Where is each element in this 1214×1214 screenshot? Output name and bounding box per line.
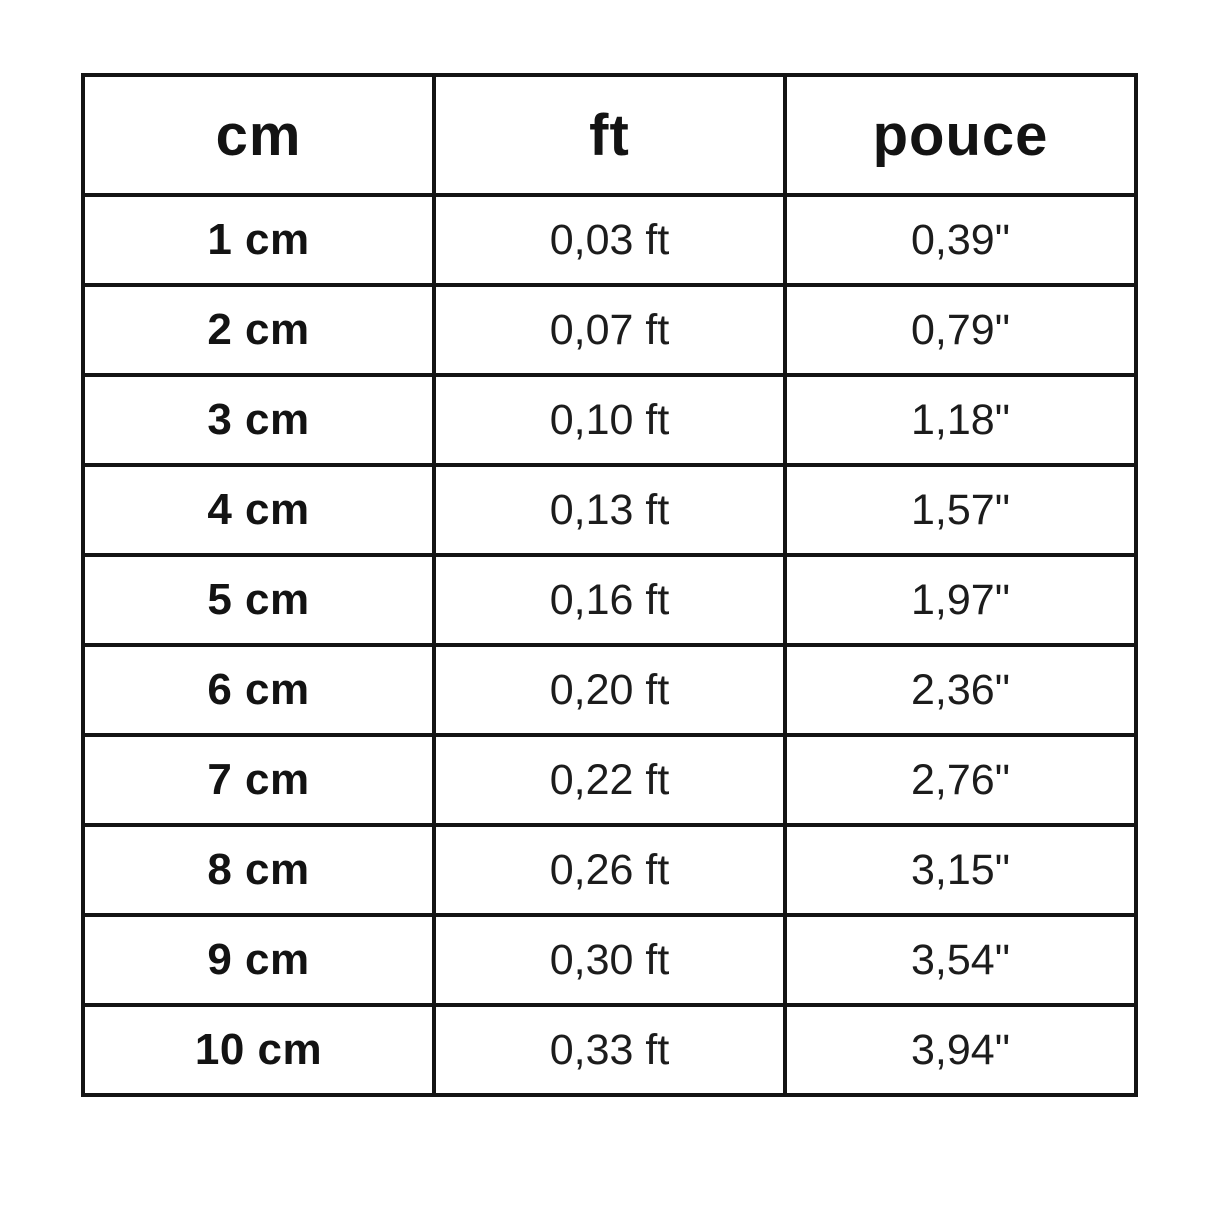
conversion-table xyxy=(81,73,1138,1097)
table-body xyxy=(83,195,1136,1095)
cell-cm: 8 cm xyxy=(83,825,434,915)
table-row xyxy=(83,735,1136,825)
table-row xyxy=(83,465,1136,555)
table-row xyxy=(83,555,1136,645)
conversion-table-container xyxy=(81,73,1138,1097)
cell-ft: 0,20 ft xyxy=(434,645,785,735)
cell-pouce: 1,18" xyxy=(785,375,1136,465)
cell-cm: 2 cm xyxy=(83,285,434,375)
table-row xyxy=(83,195,1136,285)
cell-cm: 1 cm xyxy=(83,195,434,285)
cell-ft: 0,33 ft xyxy=(434,1005,785,1095)
cell-ft: 0,10 ft xyxy=(434,375,785,465)
cell-pouce: 3,15" xyxy=(785,825,1136,915)
cell-ft: 0,03 ft xyxy=(434,195,785,285)
cell-cm: 4 cm xyxy=(83,465,434,555)
cell-pouce: 0,39" xyxy=(785,195,1136,285)
table-row xyxy=(83,645,1136,735)
cell-pouce: 3,94" xyxy=(785,1005,1136,1095)
cell-cm: 6 cm xyxy=(83,645,434,735)
cell-pouce: 0,79" xyxy=(785,285,1136,375)
table-row xyxy=(83,285,1136,375)
cell-pouce: 2,76" xyxy=(785,735,1136,825)
cell-cm: 7 cm xyxy=(83,735,434,825)
column-header-ft: ft xyxy=(434,75,785,195)
table-row xyxy=(83,915,1136,1005)
table-row xyxy=(83,1005,1136,1095)
cell-pouce: 1,97" xyxy=(785,555,1136,645)
cell-pouce: 3,54" xyxy=(785,915,1136,1005)
cell-pouce: 1,57" xyxy=(785,465,1136,555)
cell-cm: 10 cm xyxy=(83,1005,434,1095)
cell-cm: 9 cm xyxy=(83,915,434,1005)
table-row xyxy=(83,375,1136,465)
cell-cm: 3 cm xyxy=(83,375,434,465)
table-row xyxy=(83,825,1136,915)
cell-ft: 0,26 ft xyxy=(434,825,785,915)
cell-ft: 0,16 ft xyxy=(434,555,785,645)
cell-ft: 0,13 ft xyxy=(434,465,785,555)
cell-ft: 0,30 ft xyxy=(434,915,785,1005)
cell-cm: 5 cm xyxy=(83,555,434,645)
column-header-cm: cm xyxy=(83,75,434,195)
table-header xyxy=(83,75,1136,195)
cell-pouce: 2,36" xyxy=(785,645,1136,735)
cell-ft: 0,07 ft xyxy=(434,285,785,375)
header-row xyxy=(83,75,1136,195)
cell-ft: 0,22 ft xyxy=(434,735,785,825)
column-header-pouce: pouce xyxy=(785,75,1136,195)
